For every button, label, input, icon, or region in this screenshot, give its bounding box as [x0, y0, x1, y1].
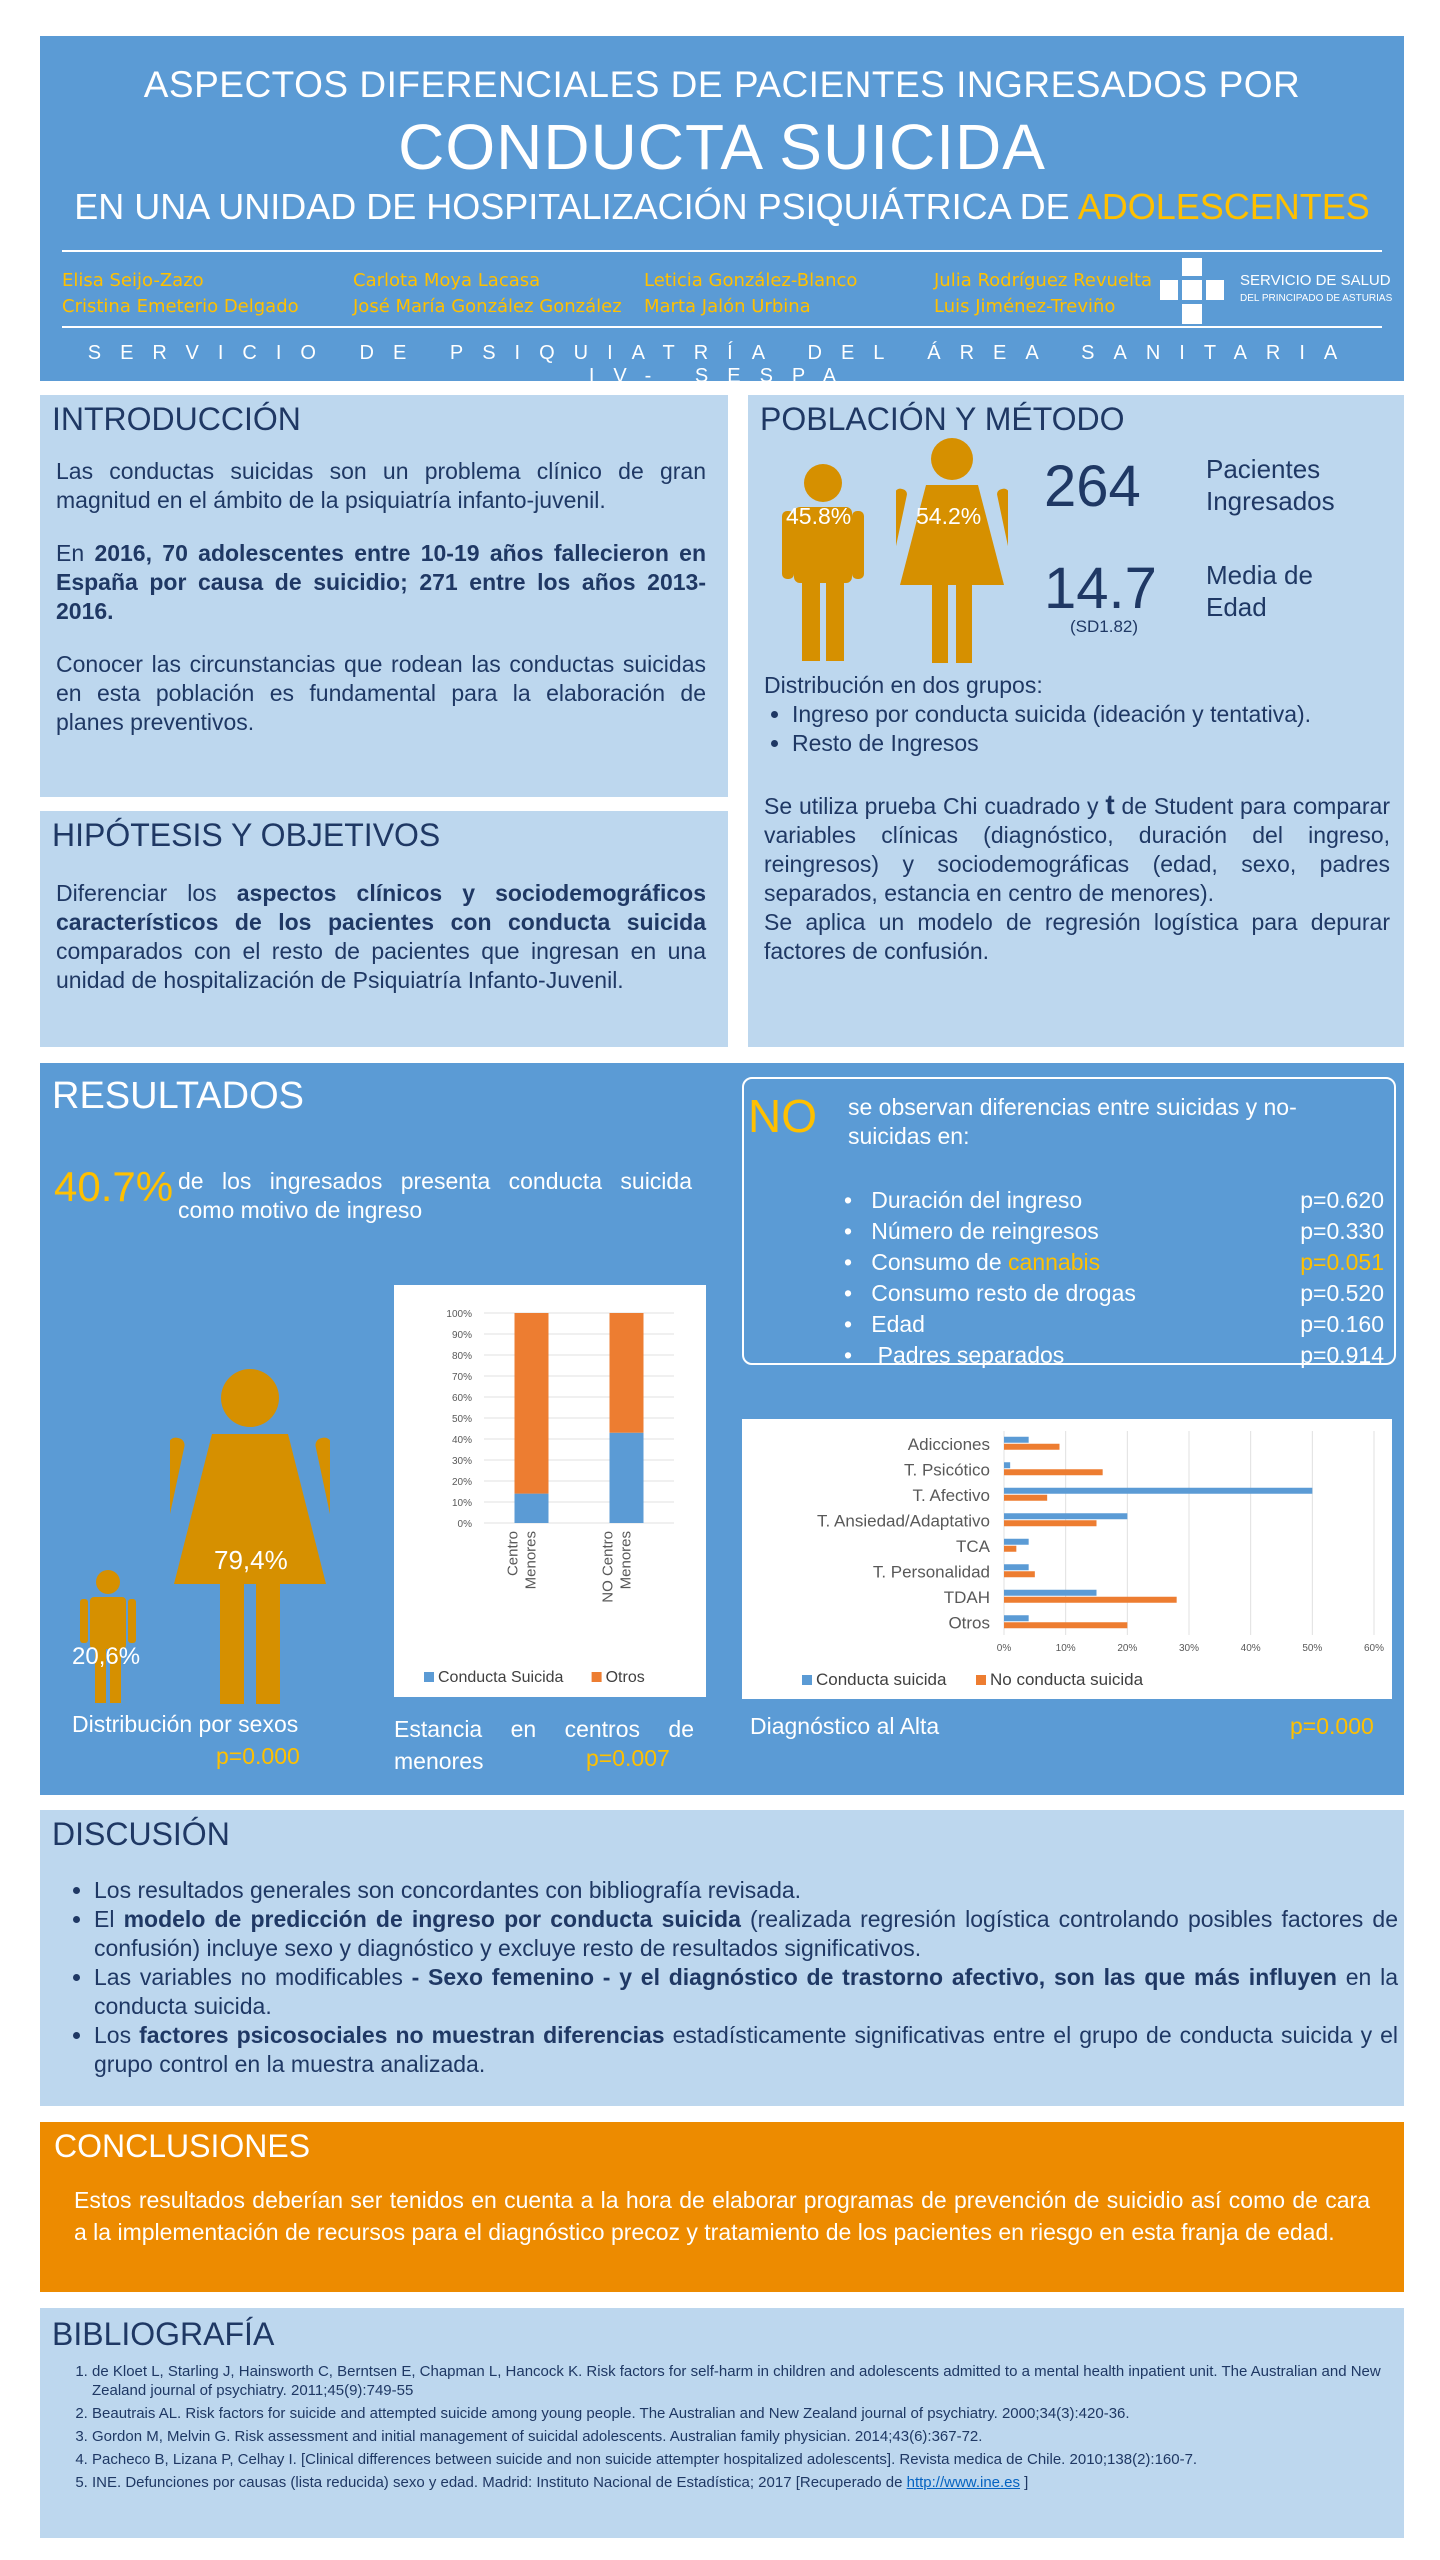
bar-otros — [610, 1313, 644, 1433]
y-tick-label: 0% — [457, 1519, 472, 1530]
age-mean: 14.7 — [1044, 556, 1157, 621]
diagnostico-caption: Diagnóstico al Alta — [750, 1713, 940, 1739]
x-tick-label: CentroMenores — [504, 1531, 540, 1590]
reference-item: 1. de Kloet L, Starling J, Hainsworth C, Berntsen E, Chapman L, Hancock K. Risk factors for self-harm in children and adolescents admitted to a mental health inpatient unit. The Australian and New Zealand journal of psychiatry. 2011;45(9):749-55 — [92, 2362, 1382, 2400]
title-highlight: ADOLESCENTES — [1077, 186, 1370, 227]
y-tick-label: 90% — [451, 1330, 472, 1341]
male-figure-icon — [778, 463, 868, 663]
no-list — [844, 1187, 1384, 1373]
bar-conducta-suicida — [1004, 1539, 1029, 1545]
suicidal-pct-text: de los ingresados presenta conducta suicida como motivo de ingreso — [178, 1168, 692, 1223]
intro-panel — [40, 395, 728, 797]
y-tick-label: T. Afectivo — [912, 1485, 990, 1505]
poblacion-panel — [748, 395, 1404, 1047]
bar-no-conducta-suicida — [1004, 1571, 1035, 1577]
bar-no-conducta-suicida — [1004, 1597, 1177, 1603]
x-tick-label: 40% — [1240, 1643, 1261, 1654]
x-tick-label: 0% — [996, 1643, 1012, 1654]
header-divider — [62, 250, 1382, 252]
bar-conducta-suicida — [1004, 1462, 1010, 1468]
small-figure-icon — [80, 1569, 136, 1703]
department: SERVICIO DE PSIQUIATRÍA DEL ÁREA SANITARIA IV- SESPA — [87, 342, 1357, 387]
title-line-3: EN UNA UNIDAD DE HOSPITALIZACIÓN PSIQUIÁTRICA DE ADOLESCENTES — [74, 186, 1370, 227]
bar-no-conducta-suicida — [1004, 1546, 1016, 1552]
y-tick-label: 30% — [451, 1456, 472, 1467]
y-tick-label: 80% — [451, 1351, 472, 1362]
y-tick-label: TDAH — [943, 1587, 990, 1607]
no-differences-box — [742, 1077, 1396, 1368]
x-tick-label: 60% — [1363, 1643, 1385, 1654]
x-tick-label: 20% — [1117, 1643, 1138, 1654]
y-tick-label: T. Personalidad — [872, 1562, 990, 1582]
author-col-3: Leticia González-Blanco Marta Jalón Urbina — [644, 270, 858, 317]
reference-item: 4. Pacheco B, Lizana P, Celhay I. [Clinical differences between suicide and non suicide attempter hospitalized adolescents]. Revista medica de Chile. 2010;138(2):160-7. — [92, 2450, 1382, 2469]
bar-conducta-suicida — [1004, 1564, 1029, 1570]
y-tick-label: T. Psicótico — [904, 1460, 990, 1480]
y-tick-label: T. Ansiedad/Adaptativo — [817, 1511, 990, 1531]
bar-no-conducta-suicida — [1004, 1495, 1047, 1501]
no-item: • Edad p=0.160 — [844, 1311, 1384, 1337]
female-pct: 54.2% — [916, 503, 982, 529]
y-tick-label: 60% — [451, 1393, 472, 1404]
author-col-1: Elisa Seijo-Zazo Cristina Emeterio Delgado — [62, 270, 299, 317]
hipotesis-text: Diferenciar los aspectos clínicos y sociodemográficos característicos de los pacientes con conducta suicida comparados con el resto de pacientes que ingresan en una unidad de hospitalización de Psiquiatría Infanto-Juvenil. — [56, 880, 706, 993]
bar-conducta-suicida — [1004, 1513, 1127, 1519]
hipotesis-title: HIPÓTESIS Y OBJETIVOS — [52, 817, 441, 853]
poster-header — [40, 36, 1404, 387]
y-tick-label: 40% — [451, 1435, 472, 1446]
author-col-4: Julia Rodríguez Revuelta Luis Jiménez-Treviño — [934, 270, 1153, 317]
bar-no-conducta-suicida — [1004, 1469, 1103, 1475]
estancia-caption: Estancia en centros de menores — [394, 1716, 694, 1774]
suicidal-pct: 40.7% — [54, 1163, 174, 1210]
age-label: Media de Edad — [1206, 560, 1313, 622]
bar-conducta-suicida — [1004, 1437, 1029, 1443]
reference-item: 3. Gordon M, Melvin G. Risk assessment and initial management of suicidal adolescents. Australian family physician. 2014;43(6):367-72. — [92, 2427, 1382, 2446]
discusion-panel — [40, 1810, 1404, 2106]
diagnostico-chart — [742, 1419, 1392, 1699]
legend-label: Conducta Suicida — [438, 1669, 564, 1686]
health-service-logo-icon — [1160, 258, 1224, 324]
y-tick-label: TCA — [956, 1536, 990, 1556]
legend-swatch — [424, 1672, 434, 1682]
diagnostico-p-value: p=0.000 — [1290, 1713, 1374, 1739]
hipotesis-panel — [40, 811, 728, 1047]
y-tick-label: 70% — [451, 1372, 472, 1383]
large-female-figure-icon — [170, 1368, 330, 1704]
ine-link[interactable]: http://www.ine.es — [906, 2474, 1021, 2491]
resultados-title: RESULTADOS — [52, 1075, 304, 1117]
no-item: • Número de reingresos p=0.330 — [844, 1218, 1384, 1244]
no-item: • Padres separados p=0.914 — [844, 1342, 1384, 1368]
conclusiones-panel — [40, 2122, 1404, 2292]
discusion-item: • Las variables no modificables - Sexo femenino - y el diagnóstico de trastorno afectivo, son las que más influyen en la conducta suicida. — [94, 1963, 1398, 2021]
discusion-item: • Los factores psicosociales no muestran diferencias estadísticamente significativas entre el grupo de conducta suicida y el grupo control en la muestra analizada. — [94, 2021, 1398, 2079]
author-col-2: Carlota Moya Lacasa José María González González — [353, 270, 622, 317]
bar-no-conducta-suicida — [1004, 1520, 1097, 1526]
reference-item: 5. INE. Defunciones por causas (lista reducida) sexo y edad. Madrid: Instituto Nacional de Estadística; 2017 [Recuperado de http://www.ine.es ] — [92, 2473, 1382, 2492]
bar-conducta-suicida — [1004, 1590, 1097, 1596]
legend-label: Otros — [605, 1669, 645, 1686]
age-sd: (SD1.82) — [1070, 617, 1139, 636]
bar-conducta-suicida — [1004, 1488, 1312, 1494]
estancia-chart-box — [394, 1285, 706, 1697]
intro-title: INTRODUCCIÓN — [52, 401, 301, 437]
x-tick-label: 10% — [1055, 1643, 1076, 1654]
bar-no-conducta-suicida — [1004, 1622, 1127, 1628]
x-tick-label: 50% — [1302, 1643, 1323, 1654]
no-text: se observan diferencias entre suicidas y no-suicidas en: — [848, 1094, 1297, 1149]
no-item: • Consumo resto de drogas p=0.520 — [844, 1280, 1384, 1306]
male-pct: 45.8% — [786, 503, 852, 529]
legend-swatch — [592, 1672, 602, 1682]
no-word: NO — [748, 1090, 817, 1142]
legend-label: Conducta suicida — [816, 1670, 947, 1689]
bar-otros — [515, 1313, 549, 1494]
discusion-item: • El modelo de predicción de ingreso por conducta suicida (realizada regresión logística controlando posibles factores de confusión) incluye sexo y diagnóstico y excluye resto de resultados significativos. — [94, 1905, 1398, 1963]
patients-label: Pacientes Ingresados — [1206, 454, 1335, 516]
conclusiones-text: Estos resultados deberían ser tenidos en cuenta a la hora de elaborar programas de prevención de suicidio así como de cara a la implementación de recursos para el diagnóstico precoz y tratamiento de los pacientes en riesgo en esta franja de edad. — [74, 2187, 1370, 2245]
y-tick-label: 20% — [451, 1477, 472, 1488]
no-item: • Consumo de cannabis p=0.051 — [844, 1249, 1384, 1275]
female-figure-icon — [896, 437, 1008, 663]
bar-no-conducta-suicida — [1004, 1444, 1060, 1450]
bibliografia-title: BIBLIOGRAFÍA — [52, 2316, 275, 2352]
y-tick-label: Otros — [948, 1613, 990, 1633]
legend-swatch — [802, 1675, 812, 1685]
logo-text: SERVICIO DE SALUD DEL PRINCIPADO DE ASTURIAS — [1240, 272, 1393, 304]
bar-conducta-suicida — [610, 1433, 644, 1523]
y-tick-label: Adicciones — [907, 1434, 990, 1454]
bar-conducta-suicida — [1004, 1615, 1029, 1621]
conclusiones-title: CONCLUSIONES — [54, 2128, 311, 2164]
discusion-item: • Los resultados generales son concordantes con bibliografía revisada. — [94, 1876, 1398, 1905]
sex-caption: Distribución por sexos — [72, 1711, 299, 1737]
estancia-chart — [394, 1285, 706, 1697]
x-tick-label: 30% — [1178, 1643, 1200, 1654]
reference-item: 2. Beautrais AL. Risk factors for suicide and attempted suicide among young people. The Australian and New Zealand journal of psychiatry. 2000;34(3):420-36. — [92, 2404, 1382, 2423]
header-divider-2 — [62, 326, 1382, 328]
patients-count: 264 — [1044, 454, 1141, 519]
y-tick-label: 50% — [451, 1414, 472, 1425]
x-tick-label: NO CentroMenores — [599, 1531, 635, 1603]
title-main: CONDUCTA SUICIDA — [398, 111, 1046, 183]
sex-male-pct: 20,6% — [72, 1643, 141, 1670]
y-tick-label: 100% — [446, 1309, 472, 1320]
diagnostico-chart-box — [742, 1419, 1392, 1699]
resultados-panel — [40, 1063, 1404, 1795]
y-tick-label: 10% — [451, 1498, 472, 1509]
intro-text: Las conductas suicidas son un problema clínico de gran magnitud en el ámbito de la psiquiatría infanto-juvenil. En 2016, 70 adolescentes entre 10-19 años fallecieron en España por causa de suicidio; 271 entre los años 2013-2016. Conocer las circunstancias que rodean las conductas suicidas en esta población es fundamental para la elaboración de planes preventivos. — [56, 458, 706, 735]
poblacion-title: POBLACIÓN Y MÉTODO — [760, 401, 1125, 437]
legend-label: No conducta suicida — [990, 1670, 1144, 1689]
discusion-title: DISCUSIÓN — [52, 1816, 230, 1852]
bar-conducta-suicida — [515, 1494, 549, 1523]
method-text: Distribución en dos grupos: • Ingreso por conducta suicida (ideación y tentativa). • Resto de Ingresos Se utiliza prueba Chi cuadrado y t de Student para comparar variables clínicas (diagnóstico, duración del ingreso, reingresos) y sociodemográficas (edad, sexo, padres separados, estancia en centro de menores). Se aplica un modelo de regresión logística para depurar factores de confusión. — [764, 671, 1390, 966]
discusion-list — [52, 1876, 1398, 2079]
title-line-1: ASPECTOS DIFERENCIALES DE PACIENTES INGRESADOS POR — [143, 64, 1301, 105]
bibliografia-panel — [40, 2308, 1404, 2538]
estancia-p-value: p=0.007 — [586, 1745, 670, 1771]
sex-p-value: p=0.000 — [216, 1743, 300, 1769]
no-item: • Duración del ingreso p=0.620 — [844, 1187, 1384, 1213]
sex-female-pct: 79,4% — [214, 1545, 288, 1575]
bibliografia-list — [52, 2362, 1382, 2496]
legend-swatch — [976, 1675, 986, 1685]
